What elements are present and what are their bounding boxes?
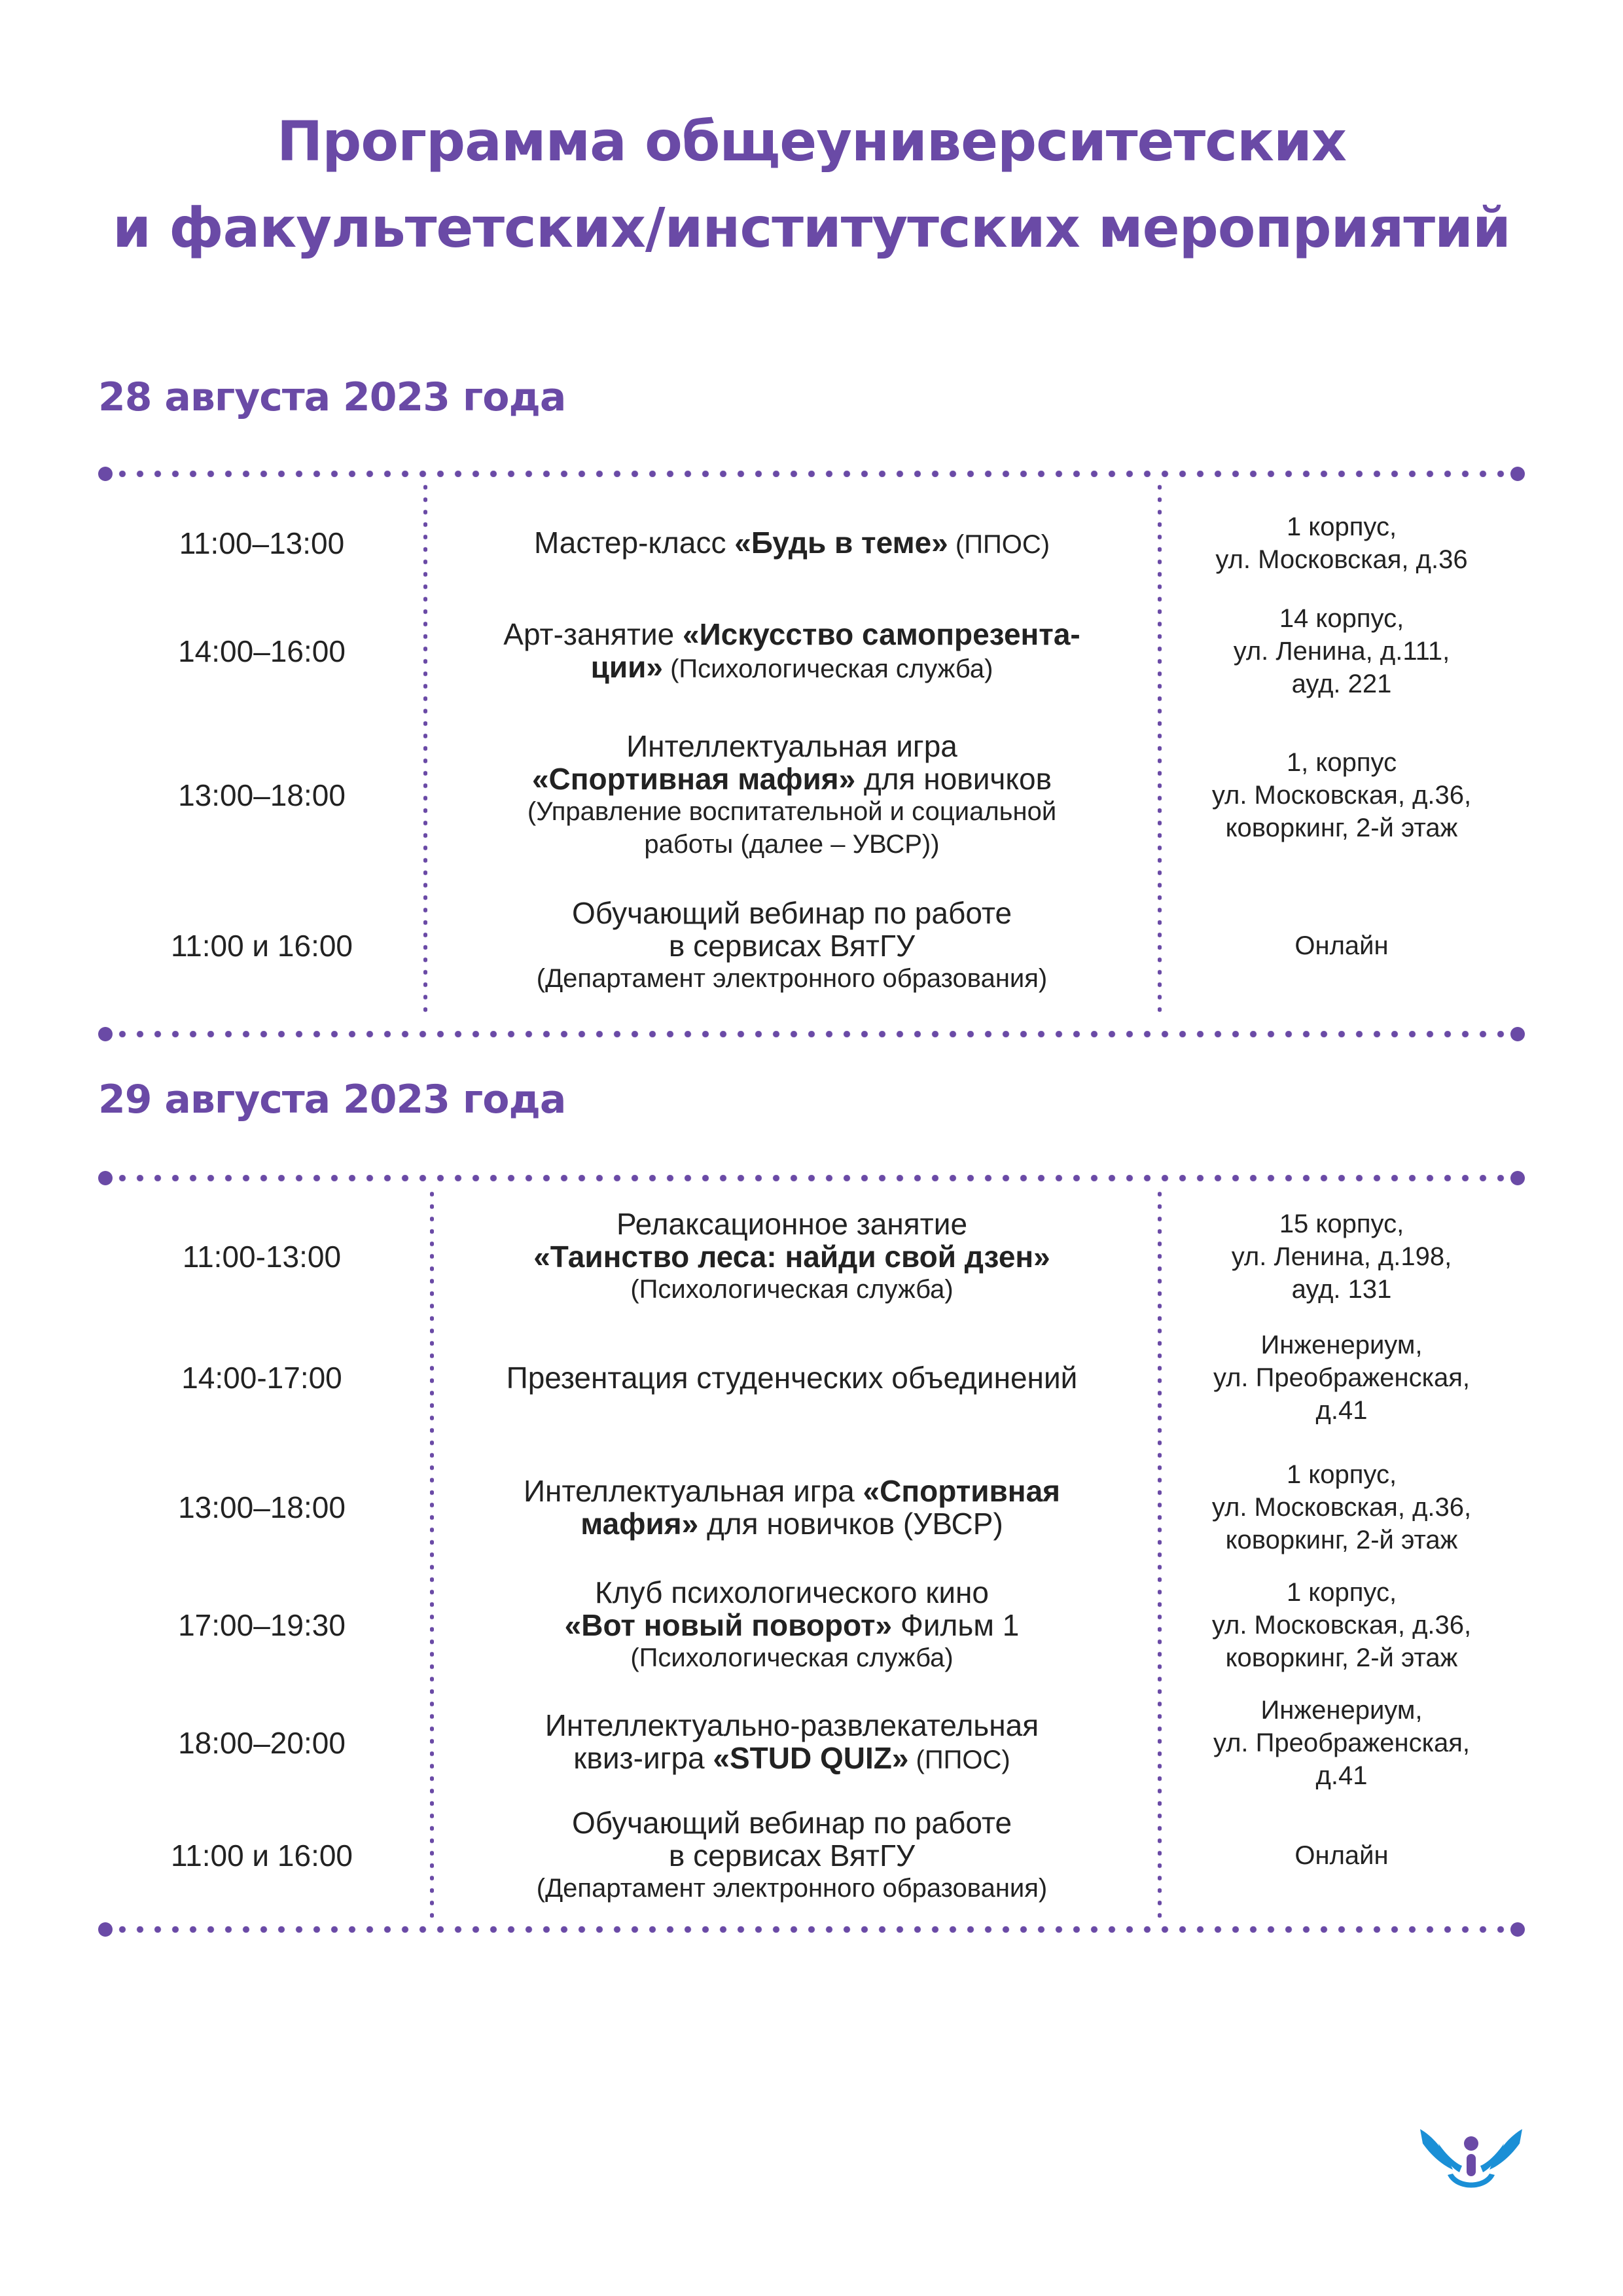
event-location: 1 корпус, ул. Московская, д.36, коворкинг, 2-й этаж — [1211, 1460, 1472, 1554]
event-time: 11:00–13:00 — [179, 526, 345, 560]
event-location: Инженериум, ул. Преображенская, д.41 — [1213, 1331, 1471, 1425]
day-1-event-1 — [98, 497, 1525, 589]
event-location: 14 корпус, ул. Ленина, д.111, ауд. 221 — [1233, 604, 1450, 698]
event-description: Клуб психологического кино «Вот новый поворот» Фильм 1 (Психологическая служба) — [564, 1575, 1020, 1672]
event-location: 15 корпус, ул. Ленина, д.198, ауд. 131 — [1231, 1210, 1452, 1304]
day-1-bottom-divider — [98, 1028, 1525, 1040]
title-line-2: и факультетских/институтских мероприятий — [113, 196, 1510, 260]
page-title — [0, 98, 1623, 271]
event-description: Интеллектуальная игра «Спортивная мафия» для новичков (УВСР) — [523, 1473, 1061, 1541]
event-time: 11:00 и 16:00 — [170, 1839, 353, 1873]
event-time: 13:00–18:00 — [178, 778, 346, 812]
event-time: 14:00-17:00 — [181, 1361, 342, 1395]
event-location: 1 корпус, ул. Московская, д.36, коворкинг, 2-й этаж — [1211, 1577, 1472, 1672]
day-2-date: 29 августа 2023 года — [98, 1077, 566, 1122]
day-1-event-2 — [98, 604, 1525, 698]
event-description: Мастер-класс «Будь в теме» (ППОС) — [533, 525, 1050, 560]
event-description: Презентация студенческих объединений — [506, 1361, 1078, 1395]
event-time: 13:00–18:00 — [178, 1490, 346, 1524]
event-description: Интеллектуально-развлекательная квиз-игра «STUD QUIZ» (ППОС) — [544, 1708, 1039, 1775]
event-time: 17:00–19:30 — [178, 1607, 346, 1642]
event-location: 1, корпус ул. Московская, д.36, коворкинг, 2-й этаж — [1211, 748, 1472, 842]
event-description: Интеллектуальная игра «Спортивная мафия» для новичков (Управление воспитательной и социальной работы (далее – УВСР)) — [527, 729, 1057, 859]
day-1-event-4 — [98, 890, 1525, 1001]
day-2-event-5 — [98, 1685, 1525, 1800]
event-description: Обучающий вебинар по работе в сервисах ВятГУ (Департамент электронного образования) — [536, 1806, 1048, 1903]
day-2-event-4 — [98, 1568, 1525, 1682]
event-location: 1 корпус, ул. Московская, д.36 — [1215, 512, 1468, 574]
day-1-top-divider — [98, 468, 1525, 480]
event-time: 18:00–20:00 — [178, 1725, 346, 1760]
event-location: Инженериум, ул. Преображенская, д.41 — [1213, 1695, 1471, 1790]
event-location: Онлайн — [1294, 1841, 1389, 1870]
event-location: Онлайн — [1294, 931, 1389, 960]
day-1-event-3 — [98, 726, 1525, 864]
day-2-top-divider — [98, 1172, 1525, 1184]
event-description: Обучающий вебинар по работе в сервисах ВятГУ (Департамент электронного образования) — [536, 896, 1048, 993]
day-2-event-3 — [98, 1450, 1525, 1564]
event-description: Релаксационное занятие «Таинство леса: найди свой дзен» (Психологическая служба) — [533, 1207, 1050, 1304]
university-logo — [1419, 2124, 1524, 2202]
day-1-date: 28 августа 2023 года — [98, 374, 566, 420]
event-description: Арт-занятие «Искусство самопрезента- ции» (Психологическая служба) — [503, 617, 1080, 684]
event-time: 11:00 и 16:00 — [170, 929, 353, 963]
event-time: 14:00–16:00 — [178, 634, 346, 668]
day-2-bottom-divider — [98, 1924, 1525, 1935]
title-line-1: Программа общеуниверситетских — [276, 109, 1347, 173]
day-2-event-1 — [98, 1201, 1525, 1312]
event-time: 11:00-13:00 — [182, 1240, 342, 1274]
day-2-event-2 — [98, 1325, 1525, 1430]
day-2-event-6 — [98, 1800, 1525, 1911]
